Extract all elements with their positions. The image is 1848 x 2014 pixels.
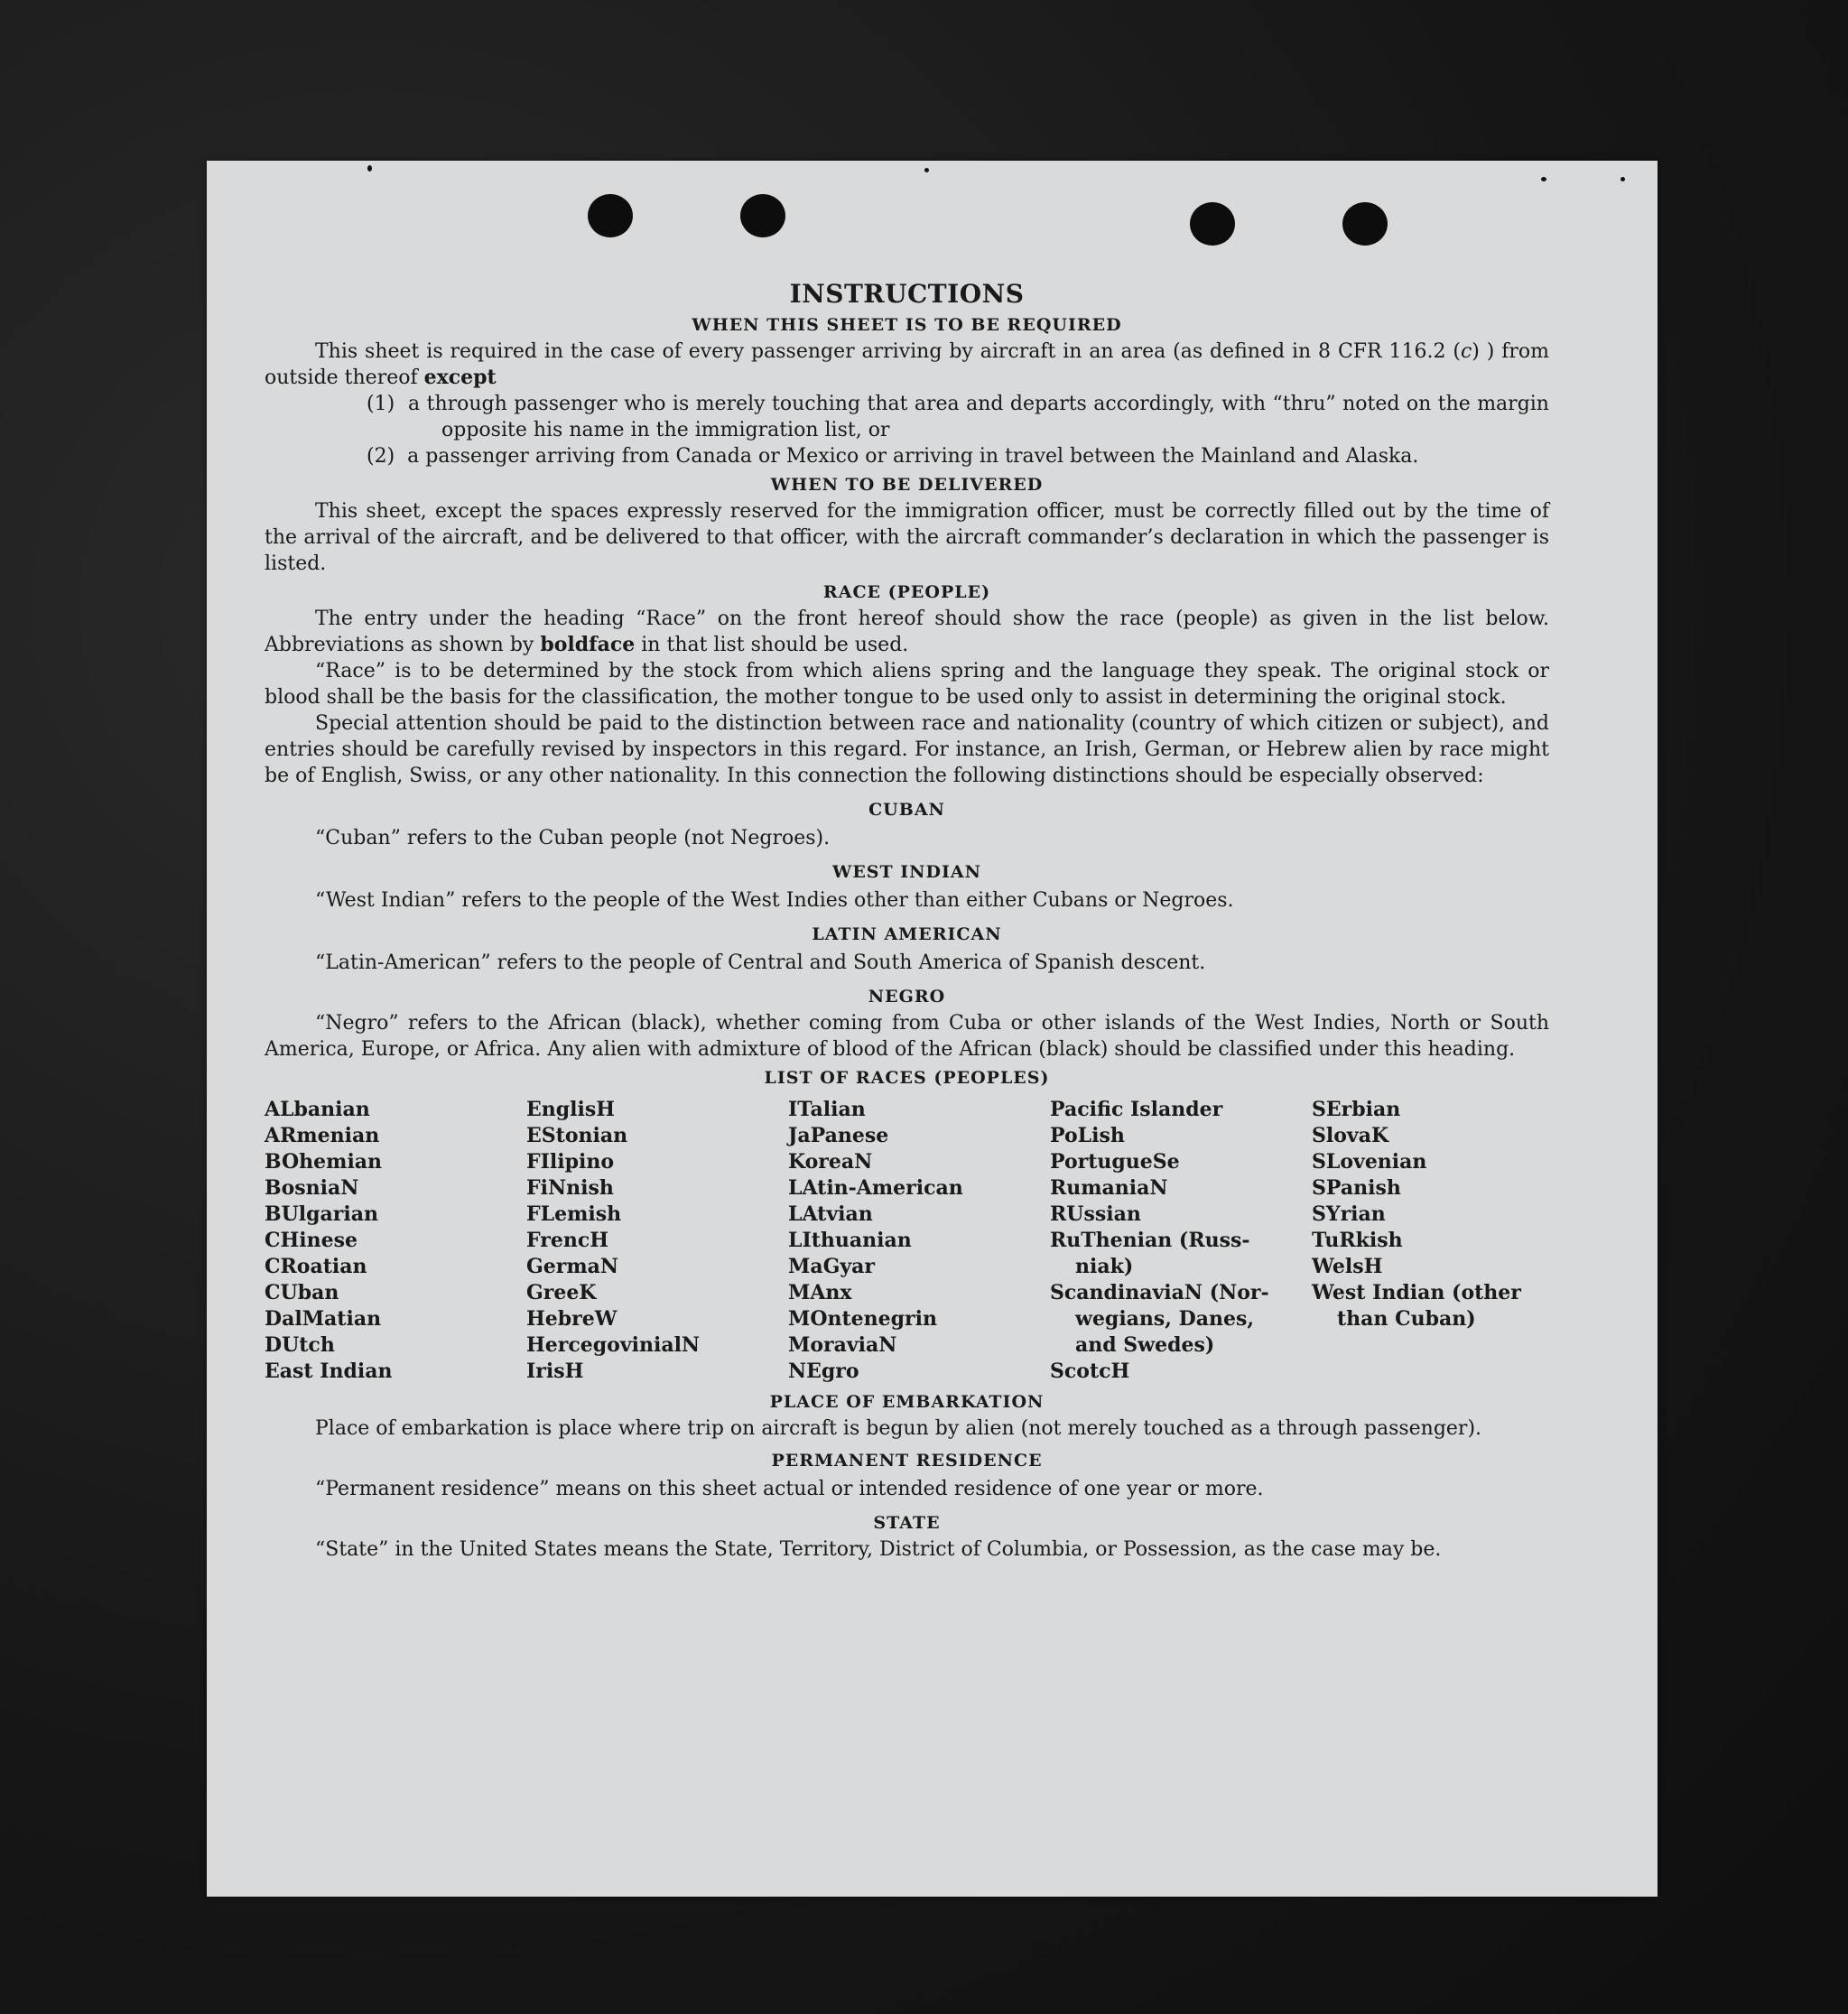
race-entry: LAtin-American xyxy=(788,1176,963,1200)
race-entry: RumaniaN xyxy=(1050,1176,1168,1200)
race-entry: East Indian xyxy=(265,1360,393,1383)
races-column-2 xyxy=(526,1097,788,1385)
heading-latin-american: LATIN AMERICAN xyxy=(812,924,1002,944)
page-title: INSTRUCTIONS xyxy=(789,279,1025,309)
punch-hole xyxy=(588,194,633,237)
race-paragraph-3: Special attention should be paid to the distinction between race and nationality (country of which citizen or subject), and entries should be carefully revised by inspectors in this regard. For instance, an Irish, German, or Hebrew alien by race might be of English, Swiss, or any other nationality. In this connection the following distinctions should be especially observed: xyxy=(265,712,1549,787)
race-entry: FrencH xyxy=(526,1229,608,1252)
race-entry: SYrian xyxy=(1312,1202,1386,1226)
race-entry: Pacific Islander xyxy=(1050,1098,1223,1121)
heading-when-required: WHEN THIS SHEET IS TO BE REQUIRED xyxy=(692,315,1122,335)
race-entry: BOhemian xyxy=(265,1150,383,1174)
race-entry: SErbian xyxy=(1312,1098,1401,1121)
race-entry: CUban xyxy=(265,1281,339,1304)
state-text: “State” in the United States means the State, Territory, District of Columbia, or Possession, as the case may be. xyxy=(315,1538,1442,1561)
race-entry: BUlgarian xyxy=(265,1202,378,1226)
race-entry: CHinese xyxy=(265,1229,358,1252)
race-entry: LIthuanian xyxy=(788,1229,912,1252)
races-column-3 xyxy=(788,1097,1050,1385)
race-entry: FiNnish xyxy=(526,1176,614,1200)
race-entry: MoraviaN xyxy=(788,1333,897,1357)
race-entry: MaGyar xyxy=(788,1255,876,1278)
races-list xyxy=(265,1097,1549,1385)
race-entry: TuRkish xyxy=(1312,1229,1403,1252)
race-entry-continued: wegians, Danes, xyxy=(1075,1307,1254,1331)
race-entry: ITalian xyxy=(788,1098,866,1121)
race-entry: DalMatian xyxy=(265,1307,382,1331)
punch-hole xyxy=(1342,202,1388,246)
heading-west-indian: WEST INDIAN xyxy=(831,862,982,882)
exception-item-1: (1) a through passenger who is merely touching that area and departs accordingly, with “thru” noted on the margin opposite his name in the immigration list, or xyxy=(367,393,1549,441)
race-entry: RuThenian (Russ- xyxy=(1050,1229,1250,1252)
west-indian-text: “West Indian” refers to the people of the West Indies other than either Cubans or Negroes. xyxy=(315,889,1234,912)
document-page xyxy=(207,161,1658,1897)
race-entry: IrisH xyxy=(526,1360,584,1383)
race-entry: GreeK xyxy=(526,1281,597,1304)
races-column-4 xyxy=(1050,1097,1312,1385)
when-required-intro: This sheet is required in the case of every passenger arriving by aircraft in an area (as defined in 8 CFR 116.2 (c) ) from outside thereof except xyxy=(265,340,1549,389)
heading-negro: NEGRO xyxy=(868,987,946,1007)
race-entry: ALbanian xyxy=(265,1098,370,1121)
race-entry: CRoatian xyxy=(265,1255,367,1278)
race-entry: HercegovinialN xyxy=(526,1333,701,1357)
heading-list-of-races: LIST OF RACES (PEOPLES) xyxy=(764,1068,1050,1088)
permanent-residence-text: “Permanent residence” means on this sheet actual or intended residence of one year or more. xyxy=(315,1478,1264,1500)
race-entry-continued: and Swedes) xyxy=(1075,1333,1215,1357)
race-entry: KoreaN xyxy=(788,1150,873,1174)
exception-item-2: (2) a passenger arriving from Canada or Mexico or arriving in travel between the Mainland and Alaska. xyxy=(367,445,1419,468)
latin-american-text: “Latin-American” refers to the people of Central and South America of Spanish descent. xyxy=(315,951,1206,974)
scan-speck xyxy=(924,168,929,172)
race-entry: EnglisH xyxy=(526,1098,616,1121)
race-entry: MAnx xyxy=(788,1281,852,1304)
cuban-text: “Cuban” refers to the Cuban people (not Negroes). xyxy=(315,827,831,849)
punch-hole xyxy=(1190,202,1235,246)
embarkation-text: Place of embarkation is place where trip on aircraft is begun by alien (not merely touched as a through passenger). xyxy=(315,1417,1482,1440)
race-entry: SLovenian xyxy=(1312,1150,1427,1174)
race-paragraph-1: The entry under the heading “Race” on the front hereof should show the race (people) as given in the list below. Abbreviations as shown by boldface in that list should be used. xyxy=(265,608,1549,656)
race-entry: HebreW xyxy=(526,1307,618,1331)
race-entry: SPanish xyxy=(1312,1176,1401,1200)
race-entry: ScandinaviaN (Nor- xyxy=(1050,1281,1269,1304)
race-entry: GermaN xyxy=(526,1255,619,1278)
negro-text: “Negro” refers to the African (black), whether coming from Cuba or other islands of the West Indies, North or South America, Europe, or Africa. Any alien with admixture of blood of the African (black) should be classified under this heading. xyxy=(265,1012,1549,1061)
race-entry: NEgro xyxy=(788,1360,859,1383)
heading-permanent-residence: PERMANENT RESIDENCE xyxy=(771,1451,1043,1471)
heading-race: RACE (PEOPLE) xyxy=(822,582,991,602)
race-paragraph-2: “Race” is to be determined by the stock from which aliens spring and the language they speak. The original stock or blood shall be the basis for the classification, the mother tongue to be used only to assist in determining the original stock. xyxy=(265,660,1549,709)
instructions-content xyxy=(265,279,1549,1563)
race-entry: FIlipino xyxy=(526,1150,615,1174)
heading-state: STATE xyxy=(873,1513,941,1533)
heading-cuban: CUBAN xyxy=(868,800,945,820)
scan-speck xyxy=(1620,177,1625,181)
punch-hole xyxy=(740,194,785,237)
heading-embarkation: PLACE OF EMBARKATION xyxy=(769,1392,1045,1412)
race-entry: BosniaN xyxy=(265,1176,359,1200)
scan-speck xyxy=(367,165,372,172)
race-entry-continued: than Cuban) xyxy=(1337,1307,1476,1331)
heading-when-delivered: WHEN TO BE DELIVERED xyxy=(770,475,1044,495)
race-entry: ARmenian xyxy=(265,1124,380,1147)
race-entry: RUssian xyxy=(1050,1202,1141,1226)
races-column-5 xyxy=(1312,1097,1549,1385)
race-entry: ScotcH xyxy=(1050,1360,1130,1383)
race-entry: EStonian xyxy=(526,1124,628,1147)
scan-speck xyxy=(1541,177,1546,181)
race-entry: West Indian (other xyxy=(1312,1281,1521,1304)
race-entry: PortugueSe xyxy=(1050,1150,1180,1174)
race-entry: JaPanese xyxy=(788,1124,889,1147)
race-entry: SlovaK xyxy=(1312,1124,1389,1147)
race-entry: DUtch xyxy=(265,1333,335,1357)
race-entry: WelsH xyxy=(1312,1255,1383,1278)
race-entry: MOntenegrin xyxy=(788,1307,937,1331)
race-entry-continued: niak) xyxy=(1075,1255,1134,1278)
race-entry: LAtvian xyxy=(788,1202,873,1226)
when-delivered-text: This sheet, except the spaces expressly reserved for the immigration officer, must be correctly filled out by the time of the arrival of the aircraft, and be delivered to that officer, with the aircraft commander’s declaration in which the passenger is listed. xyxy=(265,500,1549,575)
races-column-1 xyxy=(265,1097,526,1385)
race-entry: FLemish xyxy=(526,1202,622,1226)
race-entry: PoLish xyxy=(1050,1124,1125,1147)
